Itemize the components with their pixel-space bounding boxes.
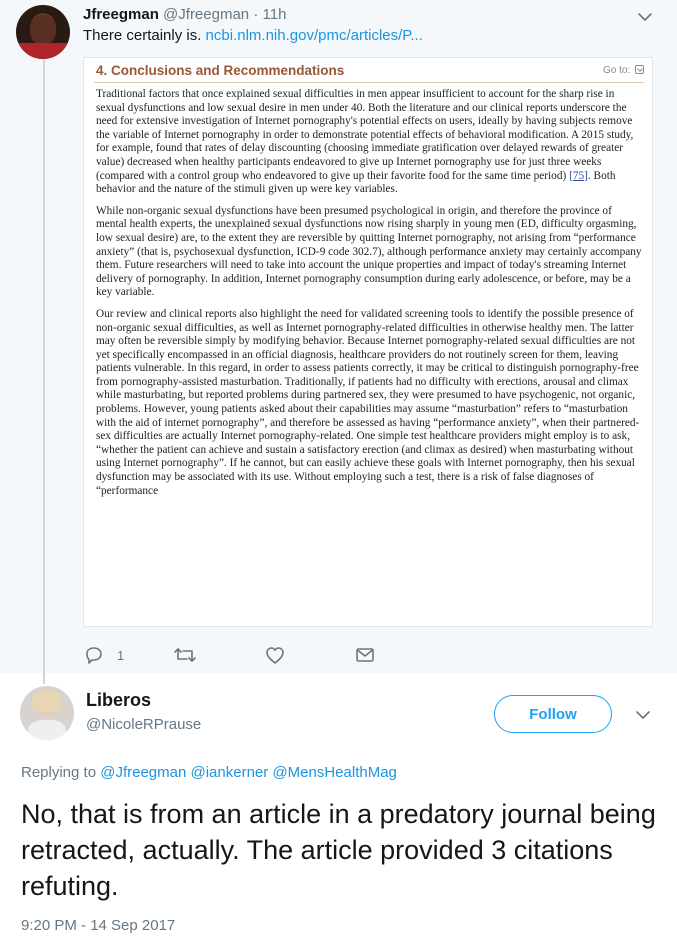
reply-button[interactable] — [83, 643, 124, 667]
mention-link[interactable]: @iankerner — [190, 764, 269, 781]
mention-link[interactable]: @MensHealthMag — [272, 764, 397, 781]
document-paragraph-3: Our review and clinical reports also highlight the need for validated screening tools to identify the possible presence of non-organic sexual difficulties, as well as Internet pornography-related difficulties in otherwise healthy men. The latter may often be reversible simply by modifying behavior. Because Internet pornography-related sexual difficulties are not yet specifically encompassed in an official diagnosis, healthcare providers do not routinely screen for them, leaving patients vulnerable. In this regard, in order to assess patients correctly, it may be critical to distinguish pornography-free from pornography-assisted masturbation. Traditionally, if patients had no difficulty with erections, arousal and climax while masturbating, but reported problems during partnered sex, they were presumed to have psychogenic, not organic, problems. However, young patients asked about their capabilities may assume “masturbation” refers to “masturbation with the aid of internet pornography”, and therefore be assessed as having “performance anxiety”, when their partnered-sex difficulties are actually Internet pornography-related. One simple test healthcare providers might employ is to ask, “whether the patient can achieve and sustain a satisfactory erection (and climax as desired) when masturbating without using Internet pornography”. If he cannot, but can easily achieve these goals with Internet pornography, then his sexual dysfunction may be associated with its use. Without employing such a test, there is a risk of false diagnoses of “performance — [96, 307, 640, 497]
chevron-down-icon[interactable] — [634, 6, 656, 28]
document-body — [96, 88, 644, 506]
retweet-icon — [173, 644, 197, 666]
follow-button[interactable]: Follow — [494, 695, 612, 733]
attached-document-image[interactable] — [83, 57, 653, 627]
mention-link[interactable]: @Jfreegman — [100, 764, 187, 781]
reply-timestamp[interactable]: 9:20 PM - 14 Sep 2017 — [21, 917, 176, 934]
reference-link[interactable]: [75] — [569, 169, 588, 182]
document-paragraph-2: While non-organic sexual dysfunctions have been presumed psychological in origin, and therefore the province of mental health experts, the unexplained sexual dysfunctions now rising sharply in young men (ED, difficulty orgasming, low sexual desire) are, to the extent they are reversible by quitting Internet pornography, not arising from “performance anxiety” (that is, psychosexual dysfunction, ICD-9 code 302.7), although performance anxiety may certainly accompany them. Future researchers will need to take into account the unique properties and impact of today's streaming Internet delivery of pornography. In addition, Internet pornography consumption during early adolescence, or before, may be a key variable. — [96, 204, 642, 299]
header-separator: · — [253, 6, 259, 23]
go-to-menu[interactable] — [603, 65, 644, 76]
tweet-header — [83, 6, 286, 23]
avatar-liberos[interactable] — [20, 686, 74, 740]
tweet-text-body: There certainly is. — [83, 27, 202, 44]
avatar-shirt — [16, 43, 70, 59]
message-icon — [354, 644, 376, 666]
retweet-button[interactable] — [173, 643, 197, 667]
author-handle[interactable]: @Jfreegman — [163, 6, 250, 23]
article-link[interactable]: ncbi.nlm.nih.gov/pmc/articles/P... — [205, 27, 423, 44]
replying-to-label: Replying to — [21, 764, 97, 781]
document-header — [84, 58, 653, 82]
like-icon — [264, 644, 286, 666]
reply-author-name[interactable]: Liberos — [86, 690, 152, 710]
reply-count: 1 — [117, 647, 125, 663]
avatar-face — [30, 15, 56, 45]
reply-icon — [83, 644, 105, 666]
chevron-down-icon[interactable] — [632, 704, 654, 726]
go-to-dropdown-icon — [635, 65, 644, 74]
tweet-time[interactable]: 11h — [262, 6, 287, 23]
like-button[interactable] — [264, 643, 286, 667]
reply-tweet-text: No, that is from an article in a predatory journal being retracted, actually. The article provided 3 citations refuting. — [21, 799, 656, 901]
document-paragraph-1: Traditional factors that once explained sexual difficulties in men appear insufficient to account for the sharp rise in sexual dysfunctions and low sexual desire in men under 40. Both the literature and our clinical reports underscore the need for extensive investigation of Internet pornography's potential effects on users, ideally by having subjects remove the variable of Internet pornography in order to demonstrate potential effects of behavioral modification. A 2015 study, for example, found that rates of delay discounting (choosing immediate gratification over delayed rewards of greater value) decreased when healthy participants endeavored to give up Internet pornography use for just three weeks (compared with a control group who endeavored to give up their favorite food for the same time period) [75]. Both behavior and the nature of the stimuli given up were key variables. — [96, 88, 634, 196]
go-to-label: Go to: — [602, 65, 631, 76]
thread-line — [43, 58, 45, 684]
avatar-jfreegman[interactable] — [16, 5, 70, 59]
reply-author-handle[interactable]: @NicoleRPrause — [86, 716, 202, 733]
replying-to-line — [21, 764, 397, 781]
avatar-hair — [32, 690, 62, 712]
avatar-body — [28, 720, 66, 740]
tweet-text — [83, 27, 423, 44]
document-divider — [94, 82, 644, 83]
author-name[interactable]: Jfreegman — [83, 6, 159, 23]
document-section-title: 4. Conclusions and Recommendations — [96, 63, 345, 78]
message-button[interactable] — [354, 643, 376, 667]
tweet-actions — [83, 643, 483, 667]
